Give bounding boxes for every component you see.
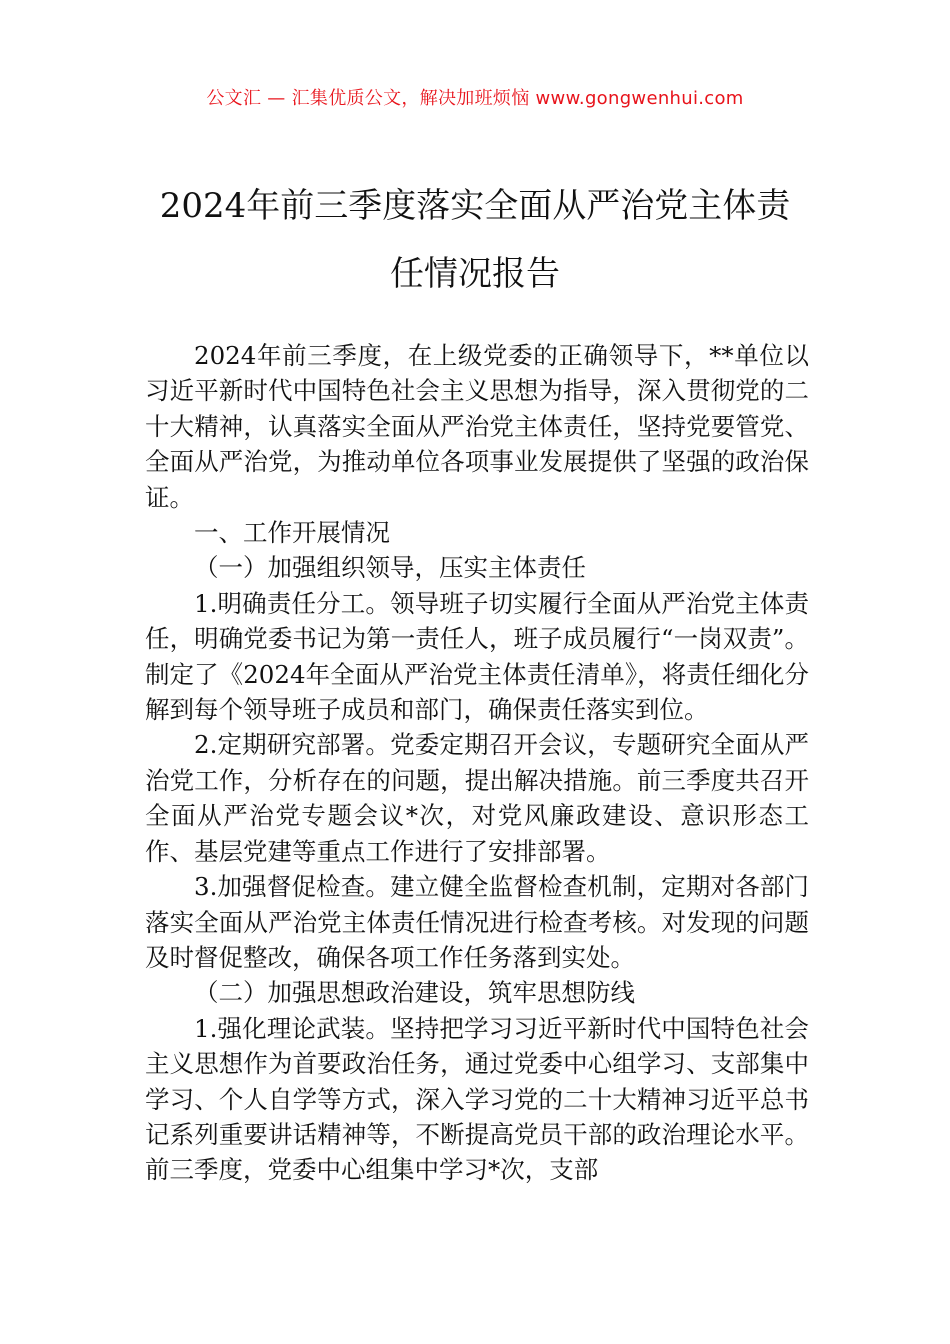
document-title-line-1: 2024年前三季度落实全面从严治党主体责 [159,186,791,226]
paragraph-item-1-2: 2.定期研究部署。党委定期召开会议，专题研究全面从严治党工作，分析存在的问题，提出解决措施。前三季度共召开全面从严治党专题会议*次，对党风廉政建设、意识形态工作、基层党建等重点工作进行了安排部署。 [145,730,809,866]
header-banner: 公文汇 — 汇集优质公文，解决加班烦恼 www.gongwenhui.com [206,88,744,109]
paragraph-item-1-3: 3.加强督促检查。建立健全监督检查机制，定期对各部门落实全面从严治党主体责任情况进行检查考核。对发现的问题及时督促整改，确保各项工作任务落到实处。 [145,872,809,972]
paragraph-item-1-1: 1.明确责任分工。领导班子切实履行全面从严治党主体责任，明确党委书记为第一责任人，班子成员履行“一岗双责”。制定了《2024年全面从严治党主体责任清单》，将责任细化分解到每个领导班子成员和部门，确保责任落实到位。 [145,588,809,725]
subsection-heading-2: （二）加强思想政治建设，筑牢思想防线 [194,978,635,1008]
paragraph-item-2-1: 1.强化理论武装。坚持把学习习近平新时代中国特色社会主义思想作为首要政治任务，通过党委中心组学习、支部集中学习、个人自学等方式，深入学习党的二十大精神习近平总书记系列重要讲话精神等，不断提高党员干部的政治理论水平。前三季度，党委中心组集中学习*次，支部 [145,1013,809,1185]
document-title-line-2: 任情况报告 [390,254,560,294]
document-title [150,172,800,308]
subsection-heading-1: （一）加强组织领导，压实主体责任 [194,553,586,583]
section-heading-1: 一、工作开展情况 [194,518,390,548]
document-body [145,338,809,1188]
intro-paragraph: 2024年前三季度，在上级党委的正确领导下，**单位以习近平新时代中国特色社会主义思想为指导，深入贯彻党的二十大精神，认真落实全面从严治党主体责任，坚持党要管党、全面从严治党，为推动单位各项事业发展提供了坚强的政治保证。 [145,341,809,512]
